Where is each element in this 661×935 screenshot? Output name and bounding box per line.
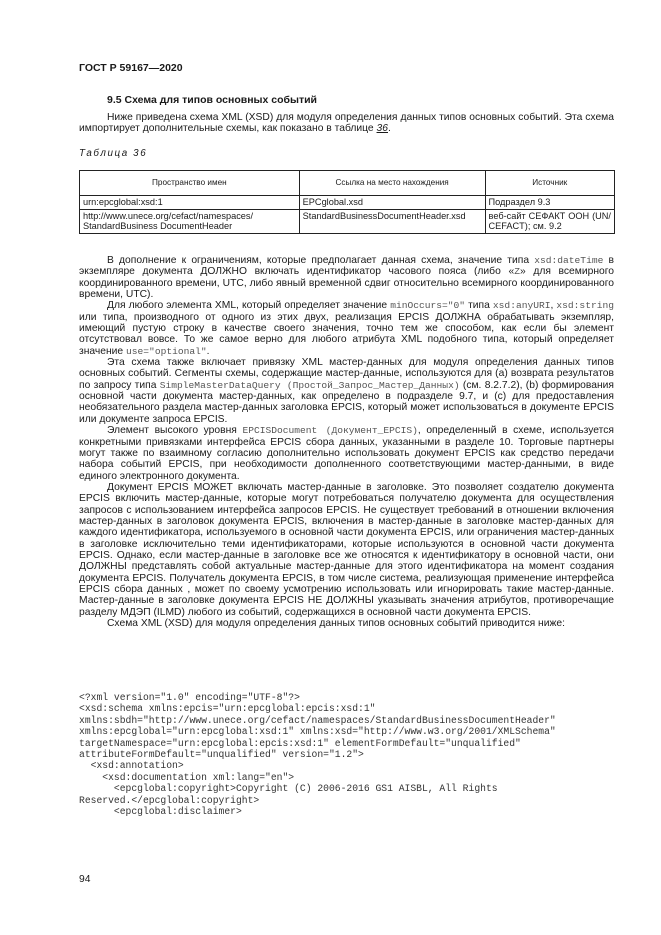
code-line: targetNamespace="urn:epcglobal:epcis:xsd:1" elementFormDefault="unqualified"	[79, 737, 521, 749]
inline-code: xsd:dateTime	[534, 255, 604, 266]
text-run: В дополнение к ограничениям, которые предполагает данная схема, значение типа	[107, 255, 535, 266]
table-cell: urn:epcglobal:xsd:1	[80, 196, 300, 210]
table-row	[80, 209, 615, 233]
table-header-row	[80, 171, 615, 196]
text-run: или типа, производного от одного из этих двух, реализация EPCIS ДОЛЖНА обрабатывать экземпляр, имеющий пустую строку в качестве своего значения, точно тем же способом, как если бы элемент отсутствовал вовсе. То же самое верно для любого атрибута XML подобного типа, который определяет значение	[79, 311, 614, 357]
paragraph-master-data	[79, 357, 614, 425]
inline-code: minOccurs="0"	[390, 300, 466, 312]
table-cell: EPCglobal.xsd	[299, 196, 485, 210]
text-run: в экземпляре документа ДОЛЖНО включать идентификатор часового пояса (либо «	[79, 255, 614, 278]
text-run: Эта схема также включает привязку XML мастер-данных для модуля определения данных типов основных событий. Сегменты схемы, содержащие мастер-данные, используются для (а) возврата результатов по запросу типа	[79, 357, 614, 391]
code-line: attributeFormDefault="unqualified" version="1.2">	[79, 749, 364, 761]
paragraph-minoccurs	[79, 300, 614, 357]
code-line: <epcglobal:copyright>Copyright (C) 2006-2016 GS1 AISBL, All Rights	[79, 783, 498, 795]
inline-code: xsd:anyURI	[492, 300, 551, 312]
table-reference-link[interactable]: 36	[376, 123, 388, 135]
code-line: <xsd:documentation xml:lang="en">	[79, 771, 295, 783]
paragraph-epcis-document	[79, 425, 614, 482]
intro-text: Ниже приведена схема XML (XSD) для модуля определения данных типов основных событий. Эта схема импортирует дополнительные схемы, как показано в таблице	[79, 112, 614, 135]
inline-code: EPCISDocument (Документ_EPCIS)	[242, 425, 418, 437]
text-run: , определенный в схеме, используется конкретными привязками интерфейса EPCIS сбора данных, указанными в разделе 10. Торговые партнеры могут также по взаимному согласию дополнительно использовать документ EPCIS как средство передачи набора событий EPCIS, при необходимости дополненного соответствующими мастер-данными, в виде единого электронного документа.	[79, 425, 614, 482]
intro-text-end: .	[388, 123, 391, 135]
table-row	[80, 196, 615, 210]
section-title: 9.5 Схема для типов основных событий	[107, 94, 318, 106]
namespace-table	[79, 170, 615, 234]
table-cell: веб-сайт СЕФАКТ ООН (UN/ CEFACT); см. 9.2	[485, 209, 614, 233]
body-text	[79, 255, 614, 629]
inline-code: Z	[514, 266, 520, 278]
paragraph-timezone	[79, 255, 614, 300]
table-caption: Таблица 36	[79, 148, 148, 159]
text-run: типа	[465, 300, 493, 312]
text-run: (см. 8.2.7.2), (b) формирования основной части документа мастер-данных, как определено в подразделе 9.7, и (с) для предоставления необязательного раздела мастер-данных заголовка EPCIS, который может использоваться в документе EPCIS или документе запроса EPCIS.	[79, 379, 614, 425]
paragraph-schema-intro: Схема XML (XSD) для модуля определения данных типов основных событий приводится ниже:	[107, 618, 565, 629]
text-run: » для всемирного координированного времени, UTC, либо явный временной сдвиг относительно всемирного координированного времени, UTC).	[79, 266, 614, 301]
text-run: .	[206, 345, 210, 357]
paragraph-header-master-data: Документ EPCIS МОЖЕТ включать мастер-данные в заголовке. Это позволяет создателю документа EPCIS включить мастер-данные, которые могут потребоваться получателю документа для осуществления запросов с использованием интерфейса запросов EPCIS. Не существует требований в отношении включения мастер-данных в заголовок документа EPCIS, включения в мастер-данные в заголовке мастер-данных для каждого идентификатора, используемого в основной части документа EPCIS, или ограничения мастер-данных в заголовке исключительно теми идентификаторами, которые используются в основной части документа EPCIS. Однако, если мастер-данные в заголовке все же относятся к идентификатору в основной части, они ДОЛЖНЫ представлять собой актуальные мастер-данные для этого идентификатора на момент создания документа EPCIS. Получатель документа EPCIS, в том числе система, реализующая применение интерфейса EPCIS сбора данных , может по своему усмотрению использовать или игнорировать такие мастер-данные. Мастер-данные в заголовке документа EPCIS НЕ ДОЛЖНЫ указывать значения атрибутов, противоречащие разделу МДЭП (ILMD) любого из событий, содержащихся в основной части документа EPCIS.	[79, 481, 614, 618]
text-run: ,	[550, 300, 557, 312]
code-line: <xsd:annotation>	[79, 760, 184, 772]
table-header-cell: Пространство имен	[80, 171, 300, 196]
table-header-cell: Источник	[485, 171, 614, 196]
standard-header: ГОСТ Р 59167—2020	[79, 62, 183, 74]
intro-paragraph	[79, 112, 614, 135]
code-line: <epcglobal:disclaimer>	[79, 806, 242, 818]
inline-code: xsd:string	[556, 300, 614, 312]
code-line: xmlns:sbdh="http://www.unece.org/cefact/namespaces/StandardBusinessDocumentHeader"	[79, 714, 556, 726]
code-line: Reserved.</epcglobal:copyright>	[79, 794, 260, 806]
table-header-cell: Ссылка на место нахождения	[299, 171, 485, 196]
text-run: Для любого элемента XML, который определяет значение	[107, 300, 391, 312]
table-cell: StandardBusinessDocumentHeader.xsd	[299, 209, 485, 233]
code-line: xmlns:epcglobal="urn:epcglobal:xsd:1" xmlns:xsd="http://www.w3.org/2001/XMLSchema"	[79, 726, 556, 738]
inline-code: SimpleMasterDataQuery (Простой_Запрос_Мастер_Данных)	[159, 379, 460, 391]
xml-schema-code	[79, 692, 639, 817]
inline-code: use="optional"	[126, 345, 207, 357]
table-cell: Подраздел 9.3	[485, 196, 614, 210]
table-cell: http://www.unece.org/cefact/namespaces/ StandardBusiness DocumentHeader	[80, 209, 300, 233]
page-number: 94	[79, 874, 91, 885]
text-run: Элемент высокого уровня	[107, 425, 243, 437]
code-line: <xsd:schema xmlns:epcis="urn:epcglobal:epcis:xsd:1"	[79, 703, 376, 715]
code-line: <?xml version="1.0" encoding="UTF-8"?>	[79, 692, 300, 703]
